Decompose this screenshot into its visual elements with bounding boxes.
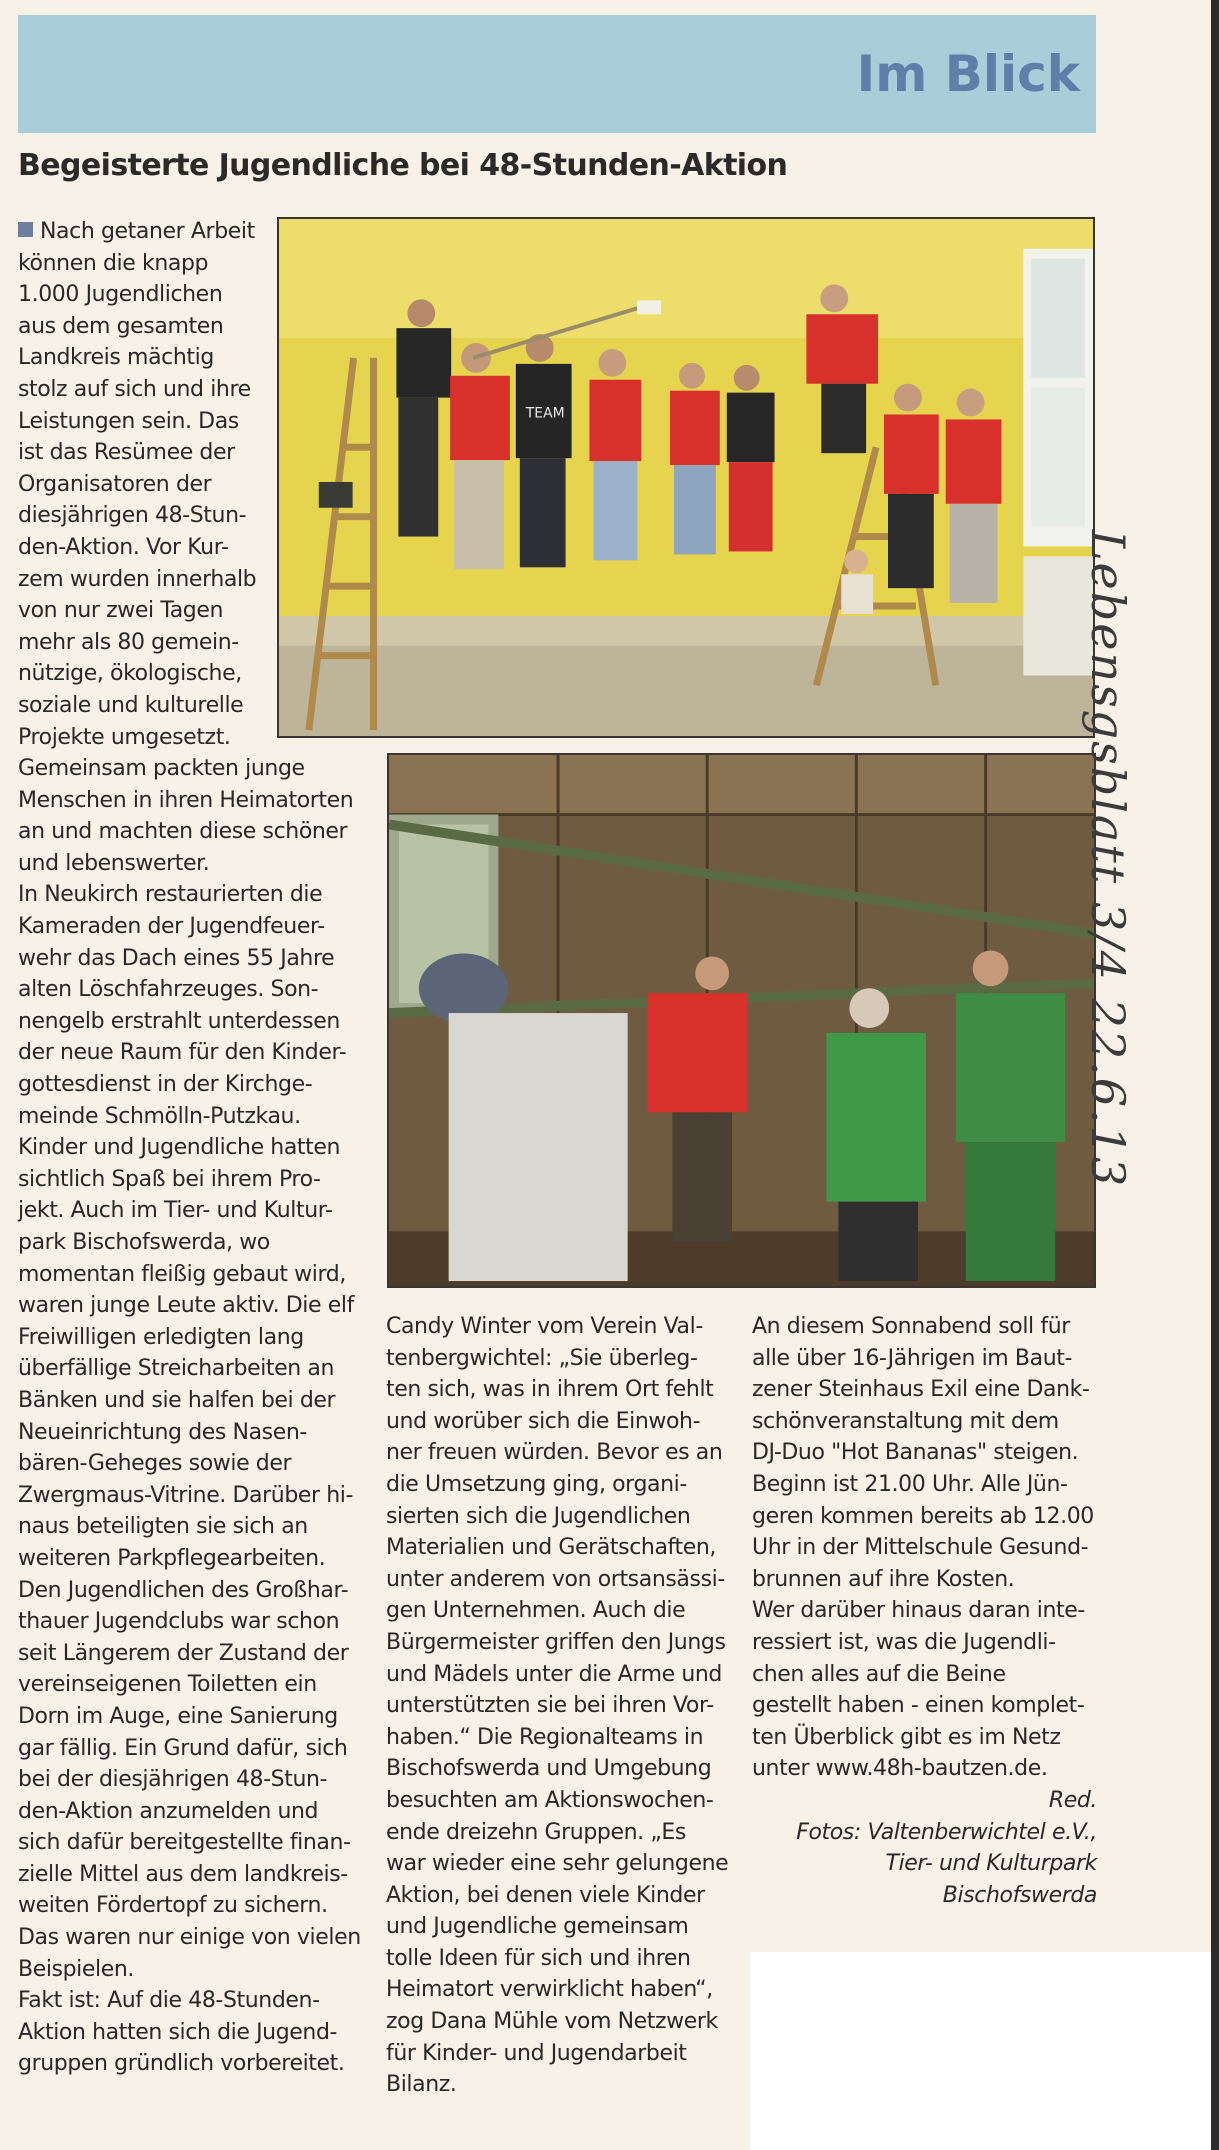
article-line: sich dafür bereitgestellte finan-: [18, 1830, 351, 1856]
article-line: momentan fleißig gebaut wird,: [18, 1261, 346, 1287]
article-line: Kameraden der Jugendfeuer-: [18, 914, 325, 940]
article-line: der neue Raum für den Kinder-: [18, 1040, 347, 1066]
article-column-2: [386, 1311, 736, 2101]
article-line: naus beteiligten sie sich an: [18, 1514, 308, 1540]
photo-painting-group-image: [279, 219, 1093, 736]
article-headline: Begeisterte Jugendliche bei 48-Stunden-Aktion: [18, 148, 788, 183]
article-line: Leistungen sein. Das: [18, 408, 239, 434]
article-line: Den Jugendlichen des Großhar-: [18, 1577, 349, 1603]
article-line: an und machten diese schöner: [18, 819, 348, 845]
article-line: vereinseigenen Toiletten ein: [18, 1672, 317, 1698]
article-line: Beginn ist 21.00 Uhr. Alle Jün-: [752, 1471, 1068, 1497]
article-line: alle über 16-Jährigen im Baut-: [752, 1345, 1072, 1371]
article-line: nengelb erstrahlt unterdessen: [18, 1008, 340, 1034]
article-line: Nach getaner Arbeit: [18, 216, 358, 248]
article-line: haben.“ Die Regionalteams in: [386, 1724, 704, 1750]
article-line: park Bischofswerda, wo: [18, 1230, 270, 1255]
article-line: gestellt haben - einen komplet-: [752, 1693, 1085, 1719]
article-line: tolle Ideen für sich und ihren: [386, 1945, 691, 1971]
article-line: den-Aktion. Vor Kur-: [18, 534, 229, 560]
article-line: zener Steinhaus Exil eine Dank-: [752, 1377, 1090, 1403]
article-line: und lebenswerter.: [18, 850, 210, 876]
article-column-3: [752, 1311, 1097, 1911]
photo-credit: Tier- und Kulturpark: [885, 1851, 1097, 1877]
article-line: brunnen auf ihre Kosten.: [752, 1566, 1015, 1592]
article-line: wehr das Dach eines 55 Jahre: [18, 945, 335, 971]
article-line: Neueinrichtung des Nasen-: [18, 1419, 307, 1445]
article-line: soziale und kulturelle: [18, 692, 244, 718]
article-line: Heimatort verwirklicht haben“,: [386, 1977, 713, 2003]
article-line: Landkreis mächtig: [18, 345, 214, 371]
article-line: weiten Fördertopf zu sichern.: [18, 1893, 328, 1919]
article-line: aus dem gesamten: [18, 313, 224, 339]
article-line: Organisatoren der: [18, 471, 212, 497]
article-line: Candy Winter vom Verein Val-: [386, 1314, 703, 1339]
article-line: Kinder und Jugendliche hatten: [18, 1135, 341, 1161]
article-line: schönveranstaltung mit dem: [752, 1408, 1059, 1434]
article-line: 1.000 Jugendlichen: [18, 282, 223, 308]
article-line: Aktion, bei denen viele Kinder: [386, 1882, 705, 1908]
article-line: Freiwilligen erledigten lang: [18, 1324, 304, 1350]
article-line: Bänken und sie halfen bei der: [18, 1387, 336, 1413]
article-line: von nur zwei Tagen: [18, 598, 224, 624]
article-line: Das waren nur einige von vielen: [18, 1925, 361, 1951]
article-line: zem wurden innerhalb: [18, 566, 257, 592]
article-line: unterstützten sie bei ihren Vor-: [386, 1693, 714, 1719]
article-line: Menschen in ihren Heimatorten: [18, 787, 354, 813]
article-line: unter anderem von ortsansässi-: [386, 1566, 725, 1592]
article-line: Gemeinsam packten junge: [18, 756, 305, 782]
article-line: die Umsetzung ging, organi-: [386, 1471, 687, 1497]
article-line: können die knapp: [18, 250, 209, 276]
article-line: Beispielen.: [18, 1956, 134, 1982]
article-column-1: [18, 216, 361, 2080]
author-credit: Red.: [1048, 1787, 1097, 1813]
photo-credit: Fotos: Valtenberwichtel e.V.,: [796, 1819, 1097, 1845]
article-line: diesjährigen 48-Stun-: [18, 503, 247, 529]
article-line: war wieder eine sehr gelungene: [386, 1851, 729, 1877]
article-line: gottesdienst in der Kirchge-: [18, 1072, 313, 1098]
article-line: Bischofswerda und Umgebung: [386, 1756, 712, 1782]
article-line: Bürgermeister griffen den Jungs: [386, 1629, 726, 1655]
article-line: ressiert ist, was die Jugendli-: [752, 1629, 1056, 1655]
article-line: Projekte umgesetzt.: [18, 724, 231, 750]
article-line: und Jugendliche gemeinsam: [386, 1914, 689, 1940]
article-line: Fakt ist: Auf die 48-Stunden-: [18, 1988, 320, 2014]
article-line: sichtlich Spaß bei ihrem Pro-: [18, 1166, 321, 1192]
article-line: besuchten am Aktionswochen-: [386, 1787, 714, 1813]
article-line: thauer Jugendclubs war schon: [18, 1609, 340, 1635]
article-line: Materialien und Gerätschaften,: [386, 1535, 716, 1561]
article-line: nützige, ökologische,: [18, 661, 242, 687]
article-line: ner freuen würden. Bevor es an: [386, 1440, 723, 1466]
article-line: und worüber sich die Einwoh-: [386, 1408, 701, 1434]
article-line: waren junge Leute aktiv. Die elf: [18, 1293, 354, 1319]
article-line: An diesem Sonnabend soll für: [752, 1314, 1070, 1339]
article-line: Bilanz.: [386, 2072, 457, 2098]
article-line: jekt. Auch im Tier- und Kultur-: [18, 1198, 333, 1224]
article-line: bären-Geheges sowie der: [18, 1451, 292, 1477]
section-header-bar: [18, 15, 1096, 133]
article-line: Uhr in der Mittelschule Gesund-: [752, 1535, 1089, 1561]
article-line: geren kommen bereits ab 12.00: [752, 1503, 1094, 1529]
photo-animal-enclosure-image: [389, 755, 1094, 1286]
article-line: bei der diesjährigen 48-Stun-: [18, 1767, 328, 1793]
article-line: gruppen gründlich vorbereitet.: [18, 2051, 345, 2077]
article-line: mehr als 80 gemein-: [18, 629, 239, 655]
article-line: überfällige Streicharbeiten an: [18, 1356, 335, 1382]
article-line: weiteren Parkpflegearbeiten.: [18, 1545, 326, 1571]
section-label: Im Blick: [856, 45, 1080, 103]
article-line: unter www.48h-bautzen.de.: [752, 1756, 1048, 1782]
article-line: den-Aktion anzumelden und: [18, 1798, 319, 1824]
article-line: chen alles auf die Beine: [752, 1661, 1006, 1687]
article-line: DJ-Duo "Hot Bananas" steigen.: [752, 1440, 1079, 1466]
article-line: gar fällig. Ein Grund dafür, sich: [18, 1735, 348, 1761]
article-line: seit Längerem der Zustand der: [18, 1640, 349, 1666]
photo-painting-group: [277, 217, 1095, 738]
article-line: zog Dana Mühle vom Netzwerk: [386, 2009, 718, 2035]
article-line: ende dreizehn Gruppen. „Es: [386, 1819, 686, 1845]
shirt-print: TEAM: [525, 405, 565, 422]
photo-animal-enclosure: [387, 753, 1096, 1288]
article-line: Dorn im Auge, eine Sanierung: [18, 1703, 338, 1729]
article-line: meinde Schmölln-Putzkau.: [18, 1103, 301, 1129]
scan-edge: [1211, 0, 1219, 2150]
article-line: Zwergmaus-Vitrine. Darüber hi-: [18, 1482, 354, 1508]
article-line: In Neukirch restaurierten die: [18, 882, 323, 908]
bullet-square-icon: [18, 222, 33, 237]
article-line: gen Unternehmen. Auch die: [386, 1598, 686, 1624]
photo-credit: Bischofswerda: [942, 1882, 1097, 1908]
article-line: ten sich, was in ihrem Ort fehlt: [386, 1377, 714, 1403]
article-line: ten Überblick gibt es im Netz: [752, 1724, 1061, 1750]
article-line: Aktion hatten sich die Jugend-: [18, 2019, 338, 2045]
article-line: sierten sich die Jugendlichen: [386, 1503, 691, 1529]
article-line: und Mädels unter die Arme und: [386, 1661, 722, 1687]
article-line: zielle Mittel aus dem landkreis-: [18, 1861, 348, 1887]
article-line: alten Löschfahrzeuges. Son-: [18, 977, 319, 1003]
article-line: Wer darüber hinaus daran inte-: [752, 1598, 1085, 1624]
article-line: für Kinder- und Jugendarbeit: [386, 2040, 687, 2066]
article-line: tenbergwichtel: „Sie überleg-: [386, 1345, 698, 1371]
handwritten-margin-note: Lebensgsblatt 3/4 22.6.13: [1081, 530, 1135, 1189]
article-line: stolz auf sich und ihre: [18, 376, 251, 402]
article-line: ist das Resümee der: [18, 440, 235, 466]
